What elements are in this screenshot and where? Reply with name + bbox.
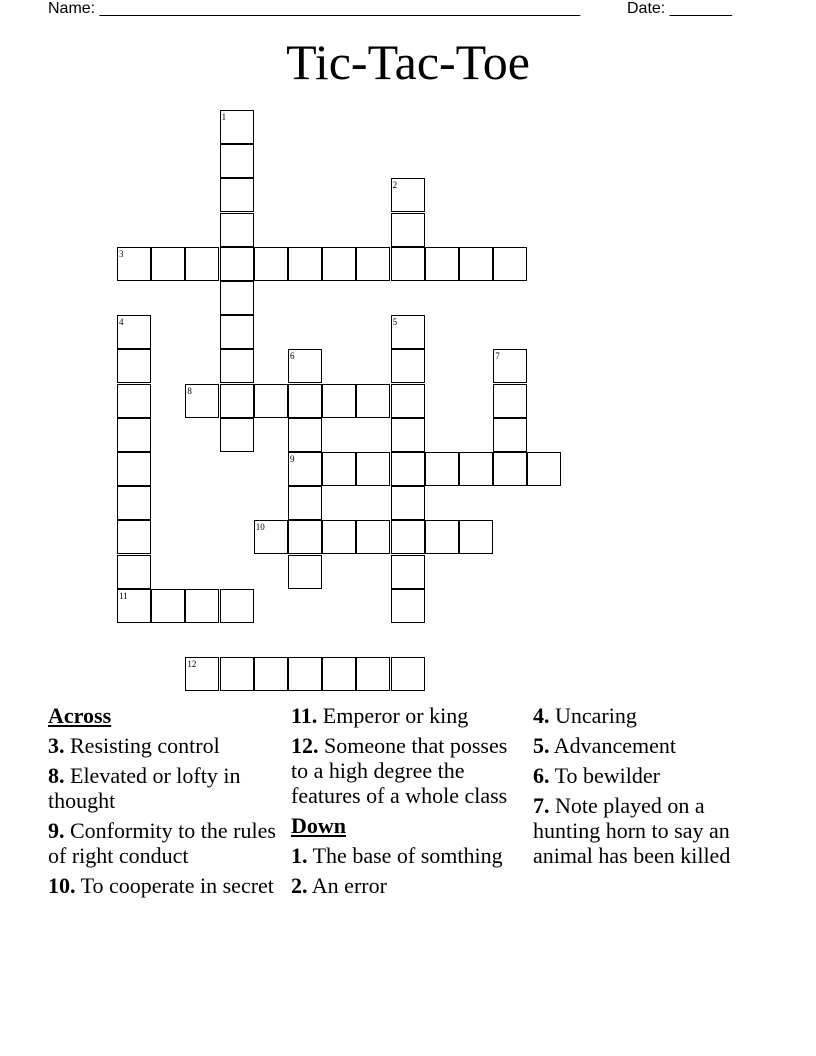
crossword-cell[interactable] — [322, 452, 356, 486]
crossword-cell[interactable] — [425, 452, 459, 486]
crossword-cell[interactable] — [254, 384, 288, 418]
crossword-cell[interactable] — [220, 418, 254, 452]
cell-number: 11 — [119, 590, 128, 601]
crossword-cell[interactable] — [459, 247, 493, 281]
clue-number: 5. — [533, 733, 550, 758]
cell-number: 7 — [495, 351, 500, 362]
crossword-cell[interactable] — [117, 555, 151, 589]
across-heading: Across — [48, 703, 112, 728]
crossword-cell[interactable] — [254, 520, 288, 554]
clue-text: Advancement — [553, 733, 676, 758]
crossword-cell[interactable] — [356, 520, 390, 554]
crossword-cell[interactable] — [322, 384, 356, 418]
crossword-cell[interactable] — [151, 247, 185, 281]
clue-number: 7. — [533, 793, 550, 818]
crossword-cell[interactable] — [288, 349, 322, 383]
clue-text: Note played on a hunting horn to say an animal has been killed — [533, 793, 731, 868]
crossword-cell[interactable] — [322, 247, 356, 281]
clue-number: 11. — [291, 703, 318, 728]
crossword-cell[interactable] — [493, 384, 527, 418]
cell-number: 3 — [119, 248, 124, 259]
clue-text: Uncaring — [555, 703, 637, 728]
down-heading: Down — [291, 813, 347, 838]
crossword-cell[interactable] — [288, 486, 322, 520]
clues-column-2 — [291, 703, 523, 903]
clue-number: 6. — [533, 763, 550, 788]
clues-column-1 — [48, 703, 280, 903]
clue-number: 12. — [291, 733, 319, 758]
clue-across-10 — [48, 873, 280, 898]
crossword-cell[interactable] — [220, 213, 254, 247]
clue-down-1 — [291, 843, 523, 868]
crossword-cell[interactable] — [185, 589, 219, 623]
crossword-cell[interactable] — [493, 418, 527, 452]
clue-text: To bewilder — [554, 763, 660, 788]
clue-across-8 — [48, 763, 280, 813]
crossword-cell[interactable] — [391, 520, 425, 554]
clue-across-3 — [48, 733, 280, 758]
crossword-cell[interactable] — [220, 144, 254, 178]
clue-text: Someone that posses to a high degree the features of a whole class — [291, 733, 508, 808]
cell-number: 12 — [187, 659, 197, 670]
crossword-cell[interactable] — [151, 589, 185, 623]
clue-text: An error — [311, 873, 387, 898]
clue-number: 9. — [48, 818, 65, 843]
clues-column-3 — [533, 703, 765, 873]
crossword-cell[interactable] — [425, 247, 459, 281]
clue-text: Resisting control — [70, 733, 220, 758]
name-field-label: Name: ______________________________________________________ — [48, 0, 581, 17]
crossword-cell[interactable] — [220, 657, 254, 691]
crossword-cell[interactable] — [356, 247, 390, 281]
crossword-cell[interactable] — [391, 247, 425, 281]
crossword-cell[interactable] — [493, 247, 527, 281]
crossword-cell[interactable] — [117, 247, 151, 281]
crossword-cell[interactable] — [356, 384, 390, 418]
clue-number: 3. — [48, 733, 65, 758]
crossword-cell[interactable] — [459, 452, 493, 486]
cell-number: 4 — [119, 317, 124, 328]
cell-number: 8 — [187, 385, 192, 396]
clue-text: Conformity to the rules of right conduct — [48, 818, 276, 868]
crossword-cell[interactable] — [185, 384, 219, 418]
crossword-cell[interactable] — [117, 452, 151, 486]
crossword-cell[interactable] — [220, 247, 254, 281]
clue-down-6 — [533, 763, 765, 788]
crossword-cell[interactable] — [117, 315, 151, 349]
cell-number: 10 — [255, 522, 265, 533]
crossword-cell[interactable] — [117, 418, 151, 452]
cell-number: 6 — [290, 351, 295, 362]
clue-text: To cooperate in secret — [80, 873, 274, 898]
crossword-cell[interactable] — [254, 657, 288, 691]
crossword-cell[interactable] — [220, 281, 254, 315]
crossword-cell[interactable] — [117, 384, 151, 418]
crossword-cell[interactable] — [391, 555, 425, 589]
crossword-cell[interactable] — [493, 349, 527, 383]
crossword-cell[interactable] — [391, 349, 425, 383]
crossword-cell[interactable] — [391, 452, 425, 486]
crossword-cell[interactable] — [356, 452, 390, 486]
clue-number: 8. — [48, 763, 65, 788]
crossword-cell[interactable] — [288, 452, 322, 486]
crossword-cell[interactable] — [288, 384, 322, 418]
crossword-cell[interactable] — [220, 589, 254, 623]
clue-down-2 — [291, 873, 523, 898]
crossword-cell[interactable] — [356, 657, 390, 691]
crossword-cell[interactable] — [254, 247, 288, 281]
crossword-cell[interactable] — [185, 657, 219, 691]
date-field-label: Date: _______ — [627, 0, 732, 17]
crossword-cell[interactable] — [185, 247, 219, 281]
crossword-cell[interactable] — [391, 213, 425, 247]
crossword-cell[interactable] — [220, 384, 254, 418]
clue-number: 4. — [533, 703, 550, 728]
clue-across-12 — [291, 733, 523, 808]
crossword-cell[interactable] — [117, 349, 151, 383]
crossword-cell[interactable] — [117, 520, 151, 554]
clue-down-4 — [533, 703, 765, 728]
crossword-cell[interactable] — [527, 452, 561, 486]
crossword-cell[interactable] — [220, 110, 254, 144]
crossword-cell[interactable] — [288, 247, 322, 281]
crossword-cell[interactable] — [459, 520, 493, 554]
clue-text: The base of somthing — [312, 843, 503, 868]
crossword-cell[interactable] — [391, 589, 425, 623]
clue-text: Elevated or lofty in thought — [48, 763, 241, 813]
crossword-cell[interactable] — [322, 520, 356, 554]
crossword-cell[interactable] — [220, 178, 254, 212]
clue-text: Emperor or king — [322, 703, 469, 728]
crossword-cell[interactable] — [493, 452, 527, 486]
crossword-cell[interactable] — [322, 657, 356, 691]
puzzle-title: Tic-Tac-Toe — [286, 34, 530, 90]
crossword-cell[interactable] — [117, 589, 151, 623]
cell-number: 1 — [221, 112, 227, 122]
crossword-cell[interactable] — [391, 384, 425, 418]
clue-across-11 — [291, 703, 523, 728]
clue-number: 2. — [291, 873, 308, 898]
clue-down-7 — [533, 793, 765, 868]
crossword-cell[interactable] — [391, 486, 425, 520]
cell-number: 2 — [392, 180, 398, 191]
clue-down-5 — [533, 733, 765, 758]
crossword-cell[interactable] — [288, 520, 322, 554]
crossword-cell[interactable] — [391, 418, 425, 452]
clue-number: 1. — [291, 843, 308, 868]
crossword-cell[interactable] — [288, 555, 322, 589]
crossword-cell[interactable] — [288, 657, 322, 691]
crossword-cell[interactable] — [220, 315, 254, 349]
crossword-cell[interactable] — [391, 315, 425, 349]
crossword-cell[interactable] — [288, 418, 322, 452]
cell-number: 5 — [392, 317, 398, 328]
clue-number: 10. — [48, 873, 76, 898]
cell-number: 9 — [290, 454, 295, 464]
crossword-cell[interactable] — [391, 178, 425, 212]
crossword-cell[interactable] — [425, 520, 459, 554]
crossword-cell[interactable] — [220, 349, 254, 383]
crossword-cell[interactable] — [117, 486, 151, 520]
clue-across-9 — [48, 818, 280, 868]
crossword-cell[interactable] — [391, 657, 425, 691]
